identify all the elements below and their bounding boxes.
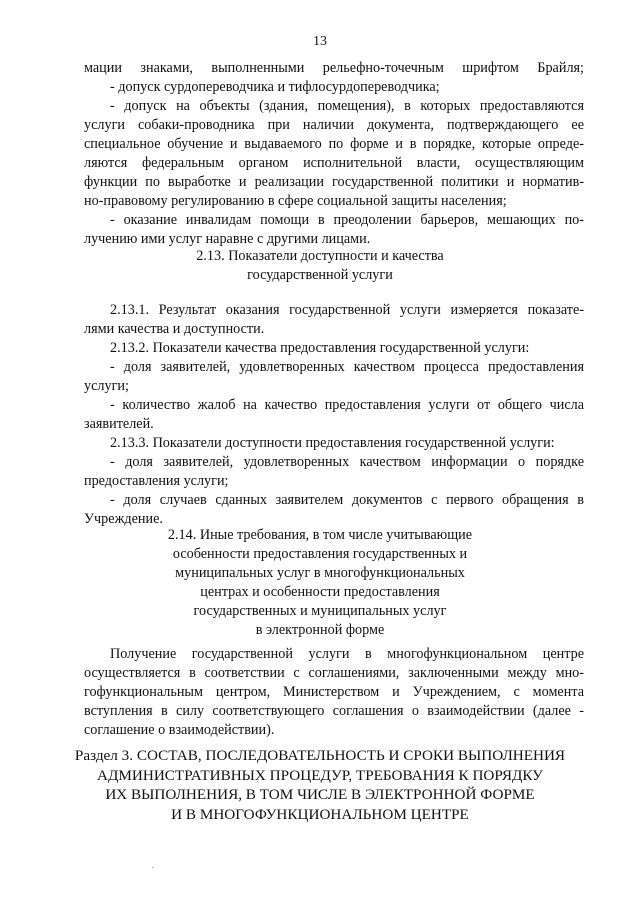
heading-line: муниципальных услуг в многофункциональных [175, 565, 465, 581]
text-line: 2.13.1. Результат оказания государственной услуги измеряется показате- [110, 302, 584, 318]
text-line: предоставления услуги; [84, 473, 229, 489]
text-line: - доля случаев сданных заявителем документов с первого обращения в [110, 492, 584, 508]
quality-indicators-block [84, 301, 584, 529]
text-line: но-правовому регулированию в сфере социальной защиты населения; [84, 193, 507, 209]
accessibility-measures-list [84, 59, 584, 249]
text-line: мации знаками, выполненными рельефно-точечным шрифтом Брайля; [84, 60, 584, 76]
heading-line: Раздел 3. СОСТАВ, ПОСЛЕДОВАТЕЛЬНОСТЬ И СРОКИ ВЫПОЛНЕНИЯ [74, 747, 566, 764]
text-line: вступления в силу соответствующего соглашения о взаимодействии (далее - [84, 703, 584, 719]
text-line: соглашение о взаимодействии). [84, 722, 275, 738]
text-line: - оказание инвалидам помощи в преодолении барьеров, мешающих по- [110, 212, 584, 228]
heading-line: в электронной форме [255, 622, 385, 638]
text-line: услуги; [84, 378, 129, 394]
page-number: 13 [313, 34, 327, 49]
heading-line: АДМИНИСТРАТИВНЫХ ПРОЦЕДУР, ТРЕБОВАНИЯ К ПОРЯДКУ [97, 766, 543, 784]
text-line: функции по выработке и реализации государственной политики и норматив- [84, 174, 584, 190]
text-line: - количество жалоб на качество предоставления услуги от общего числа [110, 397, 584, 413]
text-line: 2.13.3. Показатели доступности предоставления государственной услуги: [110, 435, 555, 451]
heading-line: центрах и особенности предоставления [200, 584, 440, 600]
heading-line: особенности предоставления государственных и [172, 546, 468, 562]
mfc-paragraph [84, 645, 584, 740]
text-line: гофункциональным центром, Министерством и Учреждением, с момента [84, 684, 584, 700]
text-line: ляются федеральным органом исполнительной власти, осуществляющим [84, 155, 584, 171]
heading-line: государственных и муниципальных услуг [193, 603, 447, 619]
heading-line: И В МНОГОФУНКЦИОНАЛЬНОМ ЦЕНТРЕ [171, 805, 469, 823]
section-heading-2-13 [0, 247, 640, 285]
text-line: услуги собаки-проводника при наличии документа, подтверждающего ее [84, 117, 584, 133]
heading-line: 2.14. Иные требования, в том числе учитывающие [167, 527, 473, 543]
text-line: Получение государственной услуги в многофункциональном центре [110, 646, 584, 662]
section-heading-2-14 [0, 526, 640, 640]
text-line: - доля заявителей, удовлетворенных качеством процесса предоставления [110, 359, 584, 375]
text-line: лучению ими услуг наравне с другими лицами. [84, 231, 371, 247]
text-line: - доля заявителей, удовлетворенных качеством информации о порядке [110, 454, 584, 470]
text-line: лями качества и доступности. [84, 321, 265, 337]
heading-line: ИХ ВЫПОЛНЕНИЯ, В ТОМ ЧИСЛЕ В ЭЛЕКТРОННОЙ ФОРМЕ [105, 786, 535, 803]
text-line: - допуск на объекты (здания, помещения), в которых предоставляются [110, 98, 584, 114]
scan-speck [152, 867, 153, 868]
text-line: 2.13.2. Показатели качества предоставления государственной услуги: [110, 340, 530, 356]
heading-line: государственной услуги [247, 267, 393, 283]
heading-line: 2.13. Показатели доступности и качества [196, 248, 444, 264]
text-line: осуществляется в соответствии с соглашениями, заключенными между мно- [84, 665, 584, 681]
text-line: - допуск сурдопереводчика и тифлосурдопереводчика; [110, 79, 440, 95]
section-3-heading [0, 746, 640, 824]
text-line: специальное обучение и выдаваемого по форме и в порядке, которые опреде- [84, 136, 584, 152]
text-line: Учреждение. [84, 511, 163, 527]
text-line: заявителей. [84, 416, 154, 432]
